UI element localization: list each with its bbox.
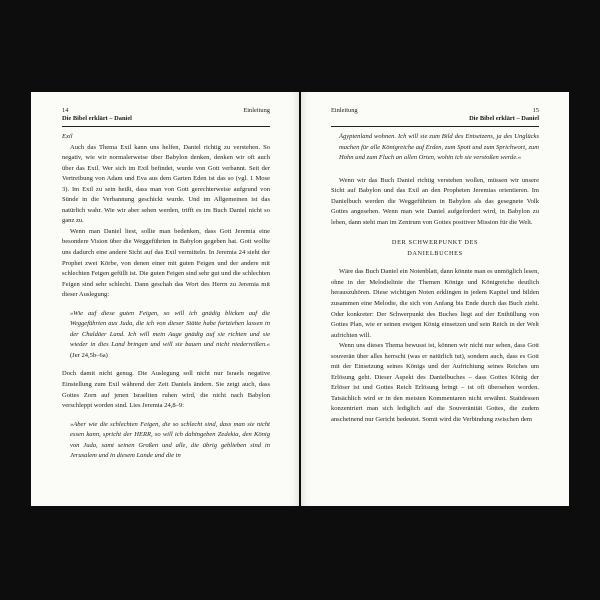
page-number-right: 15 (532, 107, 539, 114)
running-title-right: Die Bibel erklärt – Daniel (469, 115, 539, 122)
paragraph: Auch das Thema Exil kann uns helfen, Daniel richtig zu verstehen. So negativ, wie wir normalerweise über Babylon denken, denken wir oft auch über das Exil. Wer sich im Exil befindet, wurde von Gott verbannt. Seit der Vertreibung von Adam und Eva aus dem Garten Eden ist das so (vgl. 1 Mose 3). Im Exil zu sein heißt, dass man von Gott gerechterweise aufgrund von Sünde in die Verbannung geschickt wurde. Und im Allgemeinen ist das natürlich wahr. Wie wir aber sehen werden, trifft es im Buch Daniel nicht so ganz zu. (62, 143, 270, 225)
section-label-left: Einleitung (243, 107, 270, 114)
heading-line: DANIELBUCHES (407, 249, 463, 257)
header-rule-right (331, 126, 539, 127)
heading-line: DER SCHWERPUNKT DES (391, 239, 479, 247)
quote-reference: (Jer 24,5b–6a) (70, 351, 108, 359)
block-quote (70, 309, 270, 362)
paragraph: Wäre das Buch Daniel ein Notenblatt, dann könnte man es unmöglich lesen, ohne in der Melodielinie die Themen Könige und Königreiche deutlich herauszuhören. Diese wichtigen Noten erklingen in jedem Kapitel und bilden zusammen eine Melodie, die sich von Anfang bis Ende durch das Buch zieht. Oder konkreter: Der Schwerpunkt des Buches liegt auf der Enthüllung von Gottes Plan, wie er seinen ewigen König einsetzen und sein Reich in der Welt aufrichten will. (331, 268, 539, 339)
right-body-text (331, 132, 539, 426)
right-page (301, 92, 569, 506)
block-quote: »Aber wie die schlechten Feigen, die so schlecht sind, dass man sie nicht essen kann, spricht der HERR, so will ich dahingeben Zedekia, den König von Juda, samt seinen Großen und alle, die übrig geblieben sind in Jerusalem und in diesem Lande und die in (70, 420, 270, 460)
section-heading (331, 238, 539, 259)
section-label-right: Einleitung (331, 107, 358, 114)
block-quote-continued: Ägyptenland wohnen. Ich will sie zum Bild des Entsetzens, ja des Unglücks machen für alle Königreiche auf Erden, zum Spott und zum Sprichwort, zum Hohn und zum Fluch an allen Orten, wohin ich sie verstoßen werde.« (339, 133, 539, 162)
paragraph: Doch damit nicht genug. Die Auslegung soll nicht nur Israels negative Einstellung zum Exil während der Zeit Daniels ändern. Sie zeigt auch, dass Gottes Zorn auf jenen Israeliten ruhen wird, die nicht nach Babylon verschleppt worden sind. Lies Jeremia 24,8–9: (62, 370, 270, 410)
running-title-left: Die Bibel erklärt – Daniel (62, 115, 132, 122)
page-number-left: 14 (62, 107, 69, 114)
left-page (31, 92, 299, 506)
paragraph: Wenn wir das Buch Daniel richtig verstehen wollen, müssen wir unsere Sicht auf Babylon und das Exil an den Propheten Jeremias orientieren. Im Danielbuch werden die Weggeführten in Babylon als das gesegnete Volk Gottes angesehen. Wenn man wie Daniel aufgefordert wird, in Babylon zu leben, dann steht man im Zentrum von Gottes positiver Mission für die Welt. (331, 176, 539, 226)
paragraph: Wenn uns dieses Thema bewusst ist, können wir nicht nur sehen, dass Gott souverän über alles herrscht (was er natürlich tut), sondern auch, dass es Gott mit der Einsetzung seines Königs und der Aufrichtung seines Reiches um Erlösung geht. Dieser Aspekt des Danielbuches – dass Gottes König der Erlöser ist und Gottes Reich Erlösung bringt – ist oft übersehen worden. Tatsächlich wird er in den meisten Kommentaren nicht erwähnt. Stattdessen konzentriert man sich lediglich auf die Souveränität Gottes, die zudem anscheinend nur Gericht bedeutet. Somit wird die Verbindung zwischen dem (331, 342, 539, 424)
right-running-head (331, 107, 539, 123)
left-body-text (62, 132, 270, 470)
subhead-exil: Exil (62, 133, 73, 140)
quote-text: »Wie auf diese guten Feigen, so will ich gnädig blicken auf die Weggeführten aus Juda, die ich von dieser Stätte habe fortziehen lassen in der Chaldäer Land. Ich will mein Auge gnädig auf sie richten und sie wieder in dies Land bringen und will sie bauen und nicht niederreißen.« (70, 309, 270, 349)
paragraph: Wenn man Daniel liest, sollte man bedenken, dass Gott Jeremia eine besondere Vision über die Weggeführten in Babylon gegeben hat. Gott wollte uns dadurch eine andere Sicht auf das Exil vermitteln. In Jeremia 24 sieht der Prophet zwei Körbe, von denen einer mit guten Feigen und der andere mit schlechten Feigen gefüllt ist. Die guten Feigen sind sehr gut und die schlechten Feigen sind sehr schlecht. Dann geschah das Wort des Herrn zu Jeremia mit dieser Auslegung: (62, 227, 270, 299)
header-rule-left (62, 126, 270, 127)
left-running-head (62, 107, 270, 123)
